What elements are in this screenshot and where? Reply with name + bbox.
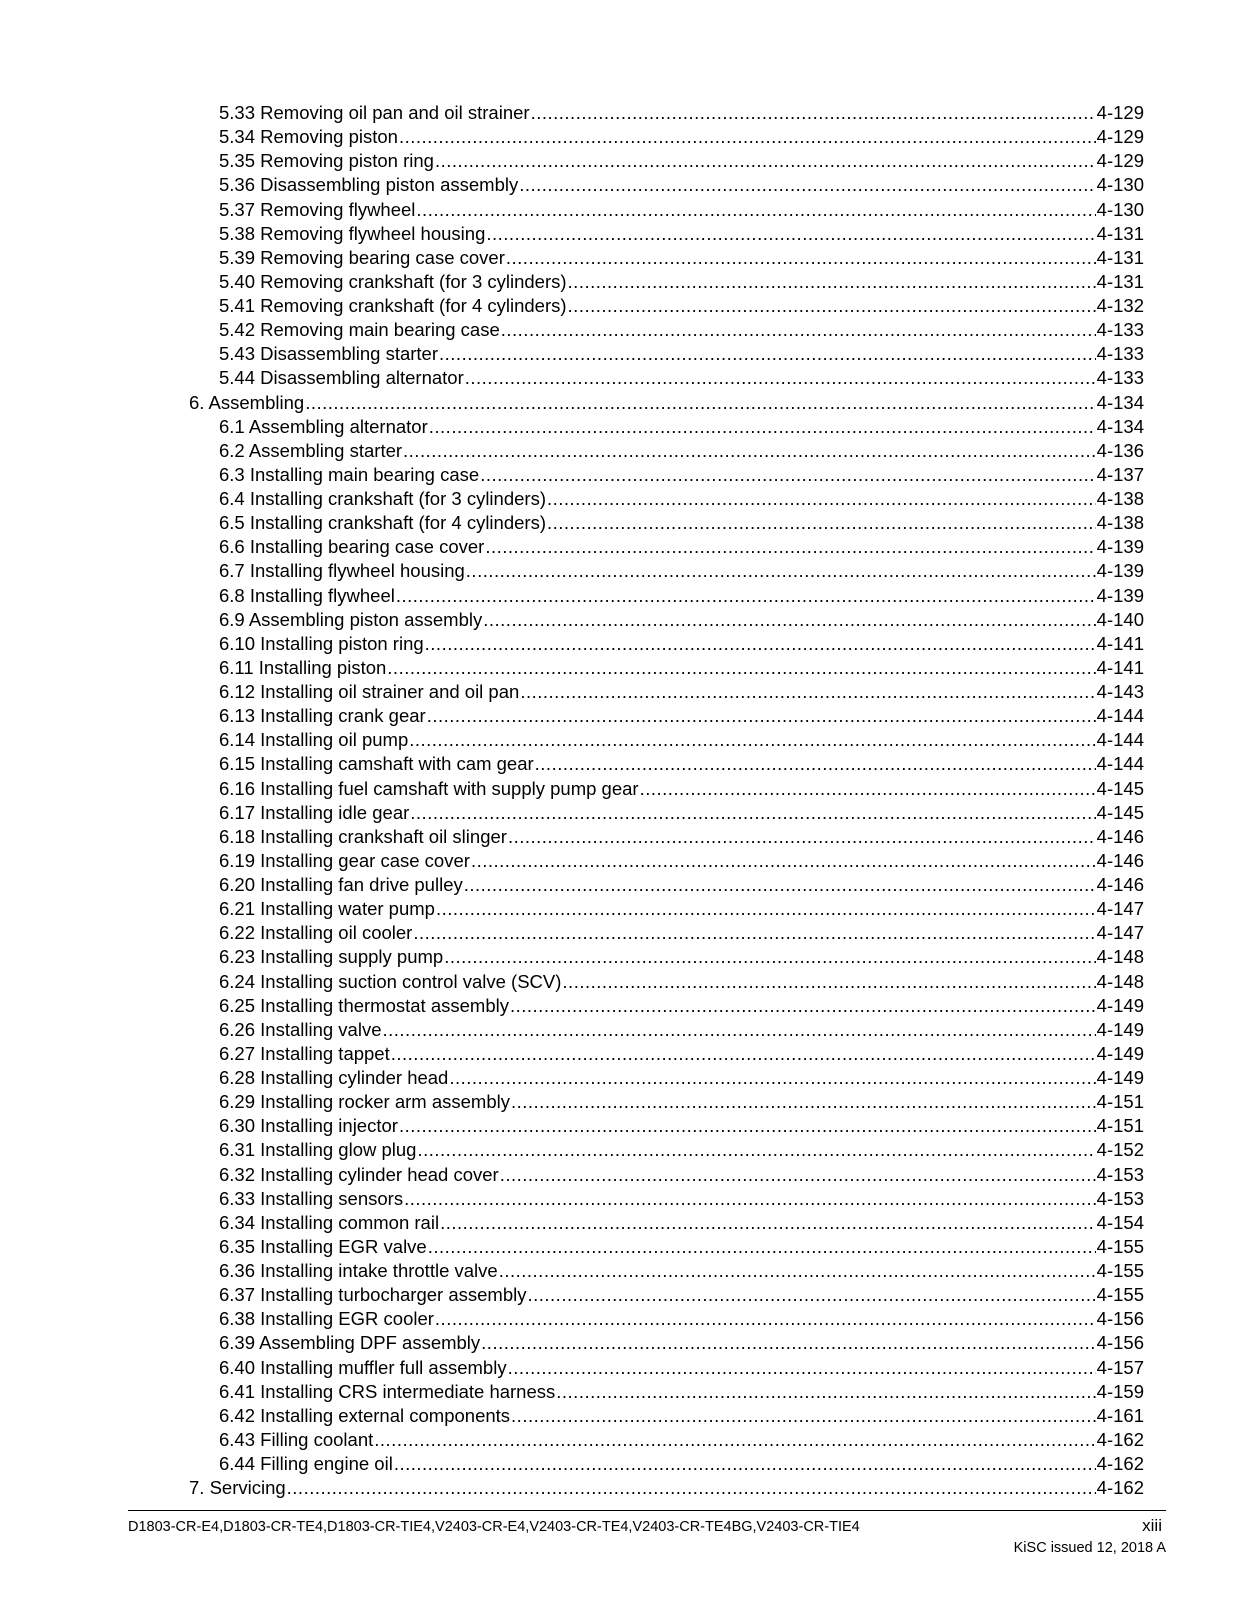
toc-entry-title: 6.14 Installing oil pump <box>219 729 409 751</box>
toc-entry[interactable] <box>0 994 1236 1018</box>
dot-leader <box>531 101 1096 125</box>
toc-entry-title: 5.39 Removing bearing case cover <box>219 246 505 268</box>
dot-leader <box>404 1187 1096 1211</box>
toc-entry-page: 4-155 <box>1096 1260 1144 1281</box>
dot-leader <box>508 825 1096 849</box>
dot-leader <box>466 559 1096 583</box>
toc-entry-page: 4-156 <box>1096 1308 1144 1330</box>
toc-entry-page: 4-145 <box>1096 777 1144 799</box>
toc-entry[interactable] <box>0 439 1236 463</box>
toc-entry[interactable] <box>0 415 1236 439</box>
dot-leader <box>520 680 1095 704</box>
toc-entry[interactable] <box>0 1307 1236 1331</box>
toc-entry[interactable] <box>0 1331 1236 1355</box>
toc-entry[interactable] <box>0 608 1236 632</box>
toc-entry-page: 4-130 <box>1096 198 1144 220</box>
toc-entry-page: 4-134 <box>1096 415 1144 437</box>
toc-entry[interactable] <box>0 897 1236 921</box>
toc-entry-title: 6.6 Installing bearing case cover <box>219 536 485 558</box>
toc-entry-page: 4-139 <box>1096 560 1144 582</box>
dot-leader <box>568 294 1096 318</box>
toc-entry-title: 5.33 Removing oil pan and oil strainer <box>219 102 530 123</box>
toc-entry[interactable] <box>0 487 1236 511</box>
toc-entry-page: 4-147 <box>1096 898 1144 920</box>
toc-entry-page: 4-159 <box>1096 1380 1144 1402</box>
dot-leader <box>547 487 1096 511</box>
toc-entry-page: 4-154 <box>1096 1211 1144 1233</box>
toc-entry-title: 5.38 Removing flywheel housing <box>219 222 486 244</box>
toc-entry-title: 6.17 Installing idle gear <box>219 801 410 823</box>
toc-entry[interactable] <box>0 535 1236 559</box>
dot-leader <box>427 704 1096 728</box>
dot-leader <box>394 1452 1096 1476</box>
toc-entry-title: 6.36 Installing intake throttle valve <box>219 1260 498 1281</box>
toc-entry-page: 4-146 <box>1096 874 1144 895</box>
dot-leader <box>519 173 1095 197</box>
dot-leader <box>403 439 1096 463</box>
toc-entry-title: 6.38 Installing EGR cooler <box>219 1308 434 1330</box>
toc-entry-title: 5.35 Removing piston ring <box>219 150 434 172</box>
toc-entry-title: 6.2 Assembling starter <box>219 439 403 461</box>
dot-leader <box>500 1163 1096 1187</box>
toc-entry-page: 4-133 <box>1096 367 1144 389</box>
toc-entry-page: 4-153 <box>1096 1163 1144 1185</box>
toc-entry[interactable] <box>0 1211 1236 1235</box>
dot-leader <box>425 632 1096 656</box>
toc-entry[interactable] <box>0 366 1236 390</box>
toc-entry-page: 4-153 <box>1096 1187 1144 1209</box>
toc-entry-title: 6.30 Installing injector <box>219 1115 398 1137</box>
toc-entry-title: 6.18 Installing crankshaft oil slinger <box>219 825 507 847</box>
toc-entry-title: 6.32 Installing cylinder head cover <box>219 1163 499 1185</box>
dot-leader <box>508 1356 1096 1380</box>
dot-leader <box>410 801 1095 825</box>
toc-entry[interactable] <box>0 1428 1236 1452</box>
toc-entry-page: 4-131 <box>1096 246 1144 268</box>
toc-entry-page: 4-144 <box>1096 705 1144 727</box>
toc-entry-page: 4-129 <box>1096 102 1144 123</box>
dot-leader <box>556 1380 1095 1404</box>
toc-entry-title: 6.21 Installing water pump <box>219 898 435 920</box>
toc-entry-title: 6.7 Installing flywheel housing <box>219 560 465 582</box>
toc-entry-page: 4-131 <box>1096 222 1144 244</box>
toc-entry[interactable] <box>0 1018 1236 1042</box>
toc-entry-page: 4-148 <box>1096 970 1144 992</box>
toc-entry-page: 4-149 <box>1096 1067 1144 1088</box>
toc-entry[interactable] <box>0 149 1236 173</box>
toc-entry-page: 4-137 <box>1096 463 1144 485</box>
dot-leader <box>305 391 1095 415</box>
toc-entry-title: 6.12 Installing oil strainer and oil pan <box>219 681 520 702</box>
toc-entry-page: 4-140 <box>1096 608 1144 630</box>
toc-entry-page: 4-138 <box>1096 512 1144 534</box>
toc-entry-title: 6.34 Installing common rail <box>219 1211 440 1233</box>
toc-entry-title: 5.37 Removing flywheel <box>219 198 416 220</box>
toc-entry-page: 4-151 <box>1096 1115 1144 1137</box>
toc-entry-title: 6.40 Installing muffler full assembly <box>219 1356 507 1378</box>
toc-entry-title: 5.34 Removing piston <box>219 126 398 148</box>
toc-entry[interactable] <box>0 680 1236 704</box>
toc-entry-page: 4-162 <box>1096 1453 1144 1474</box>
toc-entry-page: 4-144 <box>1096 753 1144 775</box>
toc-entry[interactable] <box>0 970 1236 994</box>
dot-leader <box>440 1211 1096 1235</box>
toc-entry-page: 4-141 <box>1096 632 1144 654</box>
toc-entry-page: 4-157 <box>1096 1356 1144 1378</box>
toc-entry-title: 6. Assembling <box>189 391 305 413</box>
toc-entry[interactable] <box>0 1042 1236 1066</box>
dot-leader <box>465 366 1096 390</box>
dot-leader <box>435 149 1096 173</box>
toc-entry[interactable] <box>0 945 1236 969</box>
toc-entry-title: 6.5 Installing crankshaft (for 4 cylinders) <box>219 512 546 534</box>
toc-entry-page: 4-134 <box>1096 391 1144 413</box>
dot-leader <box>439 342 1096 366</box>
toc-entry-page: 4-130 <box>1096 174 1144 196</box>
toc-entry-page: 4-161 <box>1096 1404 1144 1426</box>
toc-entry-title: 6.33 Installing sensors <box>219 1187 404 1209</box>
dot-leader <box>485 535 1095 559</box>
toc-entry-title: 6.42 Installing external components <box>219 1404 511 1426</box>
toc-entry-title: 5.44 Disassembling alternator <box>219 367 464 389</box>
toc-entry-page: 4-145 <box>1096 801 1144 823</box>
toc-entry-title: 6.16 Installing fuel camshaft with supply pump gear <box>219 777 639 799</box>
toc-entry-title: 6.28 Installing cylinder head <box>219 1067 449 1088</box>
dot-leader <box>409 728 1095 752</box>
toc-entry-title: 6.37 Installing turbocharger assembly <box>219 1284 527 1306</box>
toc-entry-page: 4-129 <box>1096 126 1144 148</box>
toc-entry-title: 6.27 Installing tappet <box>219 1042 390 1064</box>
toc-entry[interactable] <box>0 125 1236 149</box>
toc-entry-title: 6.8 Installing flywheel <box>219 584 395 606</box>
toc-entry-title: 6.29 Installing rocker arm assembly <box>219 1091 510 1113</box>
toc-entry[interactable] <box>0 704 1236 728</box>
toc-entry[interactable] <box>0 246 1236 270</box>
toc-entry[interactable] <box>0 1163 1236 1187</box>
toc-entry[interactable] <box>0 1066 1236 1090</box>
toc-entry-title: 6.22 Installing oil cooler <box>219 922 413 944</box>
toc-entry-page: 4-162 <box>1096 1477 1144 1499</box>
issue-info: KiSC issued 12, 2018 A <box>1013 1540 1166 1556</box>
toc-entry[interactable] <box>0 632 1236 656</box>
toc-entry-page: 4-132 <box>1096 295 1144 316</box>
dot-leader <box>527 1283 1095 1307</box>
toc-entry[interactable] <box>0 1114 1236 1138</box>
dot-leader <box>483 608 1095 632</box>
toc-entry-page: 4-141 <box>1096 656 1144 678</box>
dot-leader <box>416 198 1095 222</box>
toc-entry-page: 4-139 <box>1096 536 1144 558</box>
toc-entry-page: 4-149 <box>1096 994 1144 1016</box>
toc-entry-title: 6.9 Assembling piston assembly <box>219 608 483 630</box>
toc-entry[interactable] <box>0 728 1236 752</box>
dot-leader <box>383 1018 1096 1042</box>
toc-entry[interactable] <box>0 752 1236 776</box>
toc-entry-page: 4-147 <box>1096 922 1144 944</box>
toc-entry-title: 6.1 Assembling alternator <box>219 415 428 437</box>
toc-entry[interactable] <box>0 825 1236 849</box>
dot-leader <box>396 584 1096 608</box>
toc-entry-title: 5.41 Removing crankshaft (for 4 cylinders) <box>219 295 567 316</box>
toc-entry-title: 6.13 Installing crank gear <box>219 705 426 727</box>
dot-leader <box>535 752 1096 776</box>
toc-entry-title: 6.23 Installing supply pump <box>219 946 444 968</box>
toc-entry-page: 4-146 <box>1096 849 1144 871</box>
toc-entry[interactable] <box>0 101 1236 125</box>
toc-entry[interactable] <box>0 584 1236 608</box>
toc-entry[interactable] <box>0 463 1236 487</box>
toc-entry-page: 4-143 <box>1096 681 1144 702</box>
toc-entry-page: 4-133 <box>1096 319 1144 341</box>
dot-leader <box>429 415 1096 439</box>
toc-entry[interactable] <box>0 1283 1236 1307</box>
dot-leader <box>464 873 1096 897</box>
toc-entry-page: 4-162 <box>1096 1428 1144 1450</box>
toc-entry-page: 4-151 <box>1096 1091 1144 1113</box>
dot-leader <box>506 246 1096 270</box>
toc-entry-page: 4-129 <box>1096 150 1144 172</box>
dot-leader <box>480 463 1095 487</box>
dot-leader <box>387 656 1095 680</box>
toc-entry-title: 6.15 Installing camshaft with cam gear <box>219 753 534 775</box>
toc-entry-page: 4-149 <box>1096 1018 1144 1040</box>
toc-entry[interactable] <box>0 511 1236 535</box>
toc-entry[interactable] <box>0 318 1236 342</box>
toc-entry-title: 6.35 Installing EGR valve <box>219 1235 427 1257</box>
toc-entry-title: 6.44 Filling engine oil <box>219 1453 393 1474</box>
toc-entry-title: 6.31 Installing glow plug <box>219 1139 417 1161</box>
toc-entry[interactable] <box>0 342 1236 366</box>
toc-entry-title: 6.19 Installing gear case cover <box>219 849 470 871</box>
toc-entry-title: 7. Servicing <box>189 1477 286 1499</box>
toc-entry-page: 4-136 <box>1096 439 1144 461</box>
toc-entry[interactable] <box>0 1380 1236 1404</box>
dot-leader <box>568 270 1096 294</box>
toc-entry-page: 4-156 <box>1096 1332 1144 1354</box>
toc-entry-page: 4-138 <box>1096 488 1144 509</box>
dot-leader <box>428 1235 1096 1259</box>
toc-entry[interactable] <box>0 656 1236 680</box>
toc-entry[interactable] <box>0 198 1236 222</box>
dot-leader <box>435 1307 1096 1331</box>
toc-entry-page: 4-146 <box>1096 825 1144 847</box>
dot-leader <box>287 1476 1096 1500</box>
dot-leader <box>510 994 1096 1018</box>
toc-entry[interactable] <box>0 1259 1236 1283</box>
toc-entry-title: 6.39 Assembling DPF assembly <box>219 1332 481 1354</box>
toc-entry[interactable] <box>0 1452 1236 1476</box>
toc-entry[interactable] <box>0 270 1236 294</box>
dot-leader <box>499 1259 1096 1283</box>
toc-entry-page: 4-155 <box>1096 1235 1144 1257</box>
toc-entry-page: 4-131 <box>1096 270 1144 292</box>
toc-entry-page: 4-133 <box>1096 343 1144 365</box>
dot-leader <box>471 849 1096 873</box>
toc-entry-title: 6.4 Installing crankshaft (for 3 cylinders) <box>219 488 546 509</box>
toc-entry-page: 4-144 <box>1096 729 1144 751</box>
toc-entry[interactable] <box>0 1187 1236 1211</box>
toc-entry[interactable] <box>0 1090 1236 1114</box>
dot-leader <box>399 125 1096 149</box>
toc-entry-title: 5.42 Removing main bearing case <box>219 319 500 341</box>
dot-leader <box>413 921 1095 945</box>
toc-entry-page: 4-155 <box>1096 1284 1144 1306</box>
dot-leader <box>562 970 1095 994</box>
footer-model-list: D1803-CR-E4,D1803-CR-TE4,D1803-CR-TIE4,V2403-CR-E4,V2403-CR-TE4,V2403-CR-TE4BG,V2403-CR-TIE4 <box>128 1519 860 1535</box>
toc-entry[interactable] <box>0 173 1236 197</box>
toc-entry-title: 5.36 Disassembling piston assembly <box>219 174 519 196</box>
toc-entry-title: 6.26 Installing valve <box>219 1018 382 1040</box>
toc-section-entry[interactable] <box>0 391 1236 415</box>
toc-entry-page: 4-148 <box>1096 946 1144 968</box>
toc-entry-title: 6.41 Installing CRS intermediate harness <box>219 1380 556 1402</box>
toc-entry-title: 6.25 Installing thermostat assembly <box>219 994 509 1016</box>
toc-entry[interactable] <box>0 294 1236 318</box>
toc-entry[interactable] <box>0 1404 1236 1428</box>
dot-leader <box>486 222 1095 246</box>
toc-entry-page: 4-149 <box>1096 1042 1144 1064</box>
toc-entry-title: 6.24 Installing suction control valve (SCV) <box>219 970 562 992</box>
toc-entry-title: 6.11 Installing piston <box>219 656 387 678</box>
toc-entry[interactable] <box>0 873 1236 897</box>
dot-leader <box>511 1090 1096 1114</box>
dot-leader <box>391 1042 1096 1066</box>
toc-entry[interactable] <box>0 849 1236 873</box>
footer-divider <box>128 1510 1166 1511</box>
toc-entry[interactable] <box>0 1138 1236 1162</box>
dot-leader <box>399 1114 1096 1138</box>
dot-leader <box>444 945 1095 969</box>
dot-leader <box>374 1428 1095 1452</box>
toc-entry-title: 6.20 Installing fan drive pulley <box>219 874 463 895</box>
toc-entry[interactable] <box>0 777 1236 801</box>
table-of-contents <box>0 101 1236 1500</box>
dot-leader <box>640 777 1096 801</box>
toc-section-entry[interactable] <box>0 1476 1236 1500</box>
dot-leader <box>511 1404 1096 1428</box>
toc-entry-page: 4-139 <box>1096 584 1144 606</box>
toc-entry[interactable] <box>0 1356 1236 1380</box>
dot-leader <box>436 897 1096 921</box>
toc-entry-title: 6.43 Filling coolant <box>219 1428 374 1450</box>
toc-entry[interactable] <box>0 921 1236 945</box>
toc-entry[interactable] <box>0 1235 1236 1259</box>
dot-leader <box>501 318 1096 342</box>
toc-entry[interactable] <box>0 222 1236 246</box>
dot-leader <box>547 511 1096 535</box>
toc-entry-title: 6.10 Installing piston ring <box>219 632 424 654</box>
dot-leader <box>417 1138 1095 1162</box>
dot-leader <box>449 1066 1095 1090</box>
toc-entry-title: 5.40 Removing crankshaft (for 3 cylinders) <box>219 270 567 292</box>
page-number: xiii <box>1142 1516 1162 1535</box>
toc-entry[interactable] <box>0 801 1236 825</box>
toc-entry-title: 6.3 Installing main bearing case <box>219 463 480 485</box>
dot-leader <box>481 1331 1096 1355</box>
toc-entry-page: 4-152 <box>1096 1139 1144 1161</box>
toc-entry[interactable] <box>0 559 1236 583</box>
toc-entry-title: 5.43 Disassembling starter <box>219 343 439 365</box>
